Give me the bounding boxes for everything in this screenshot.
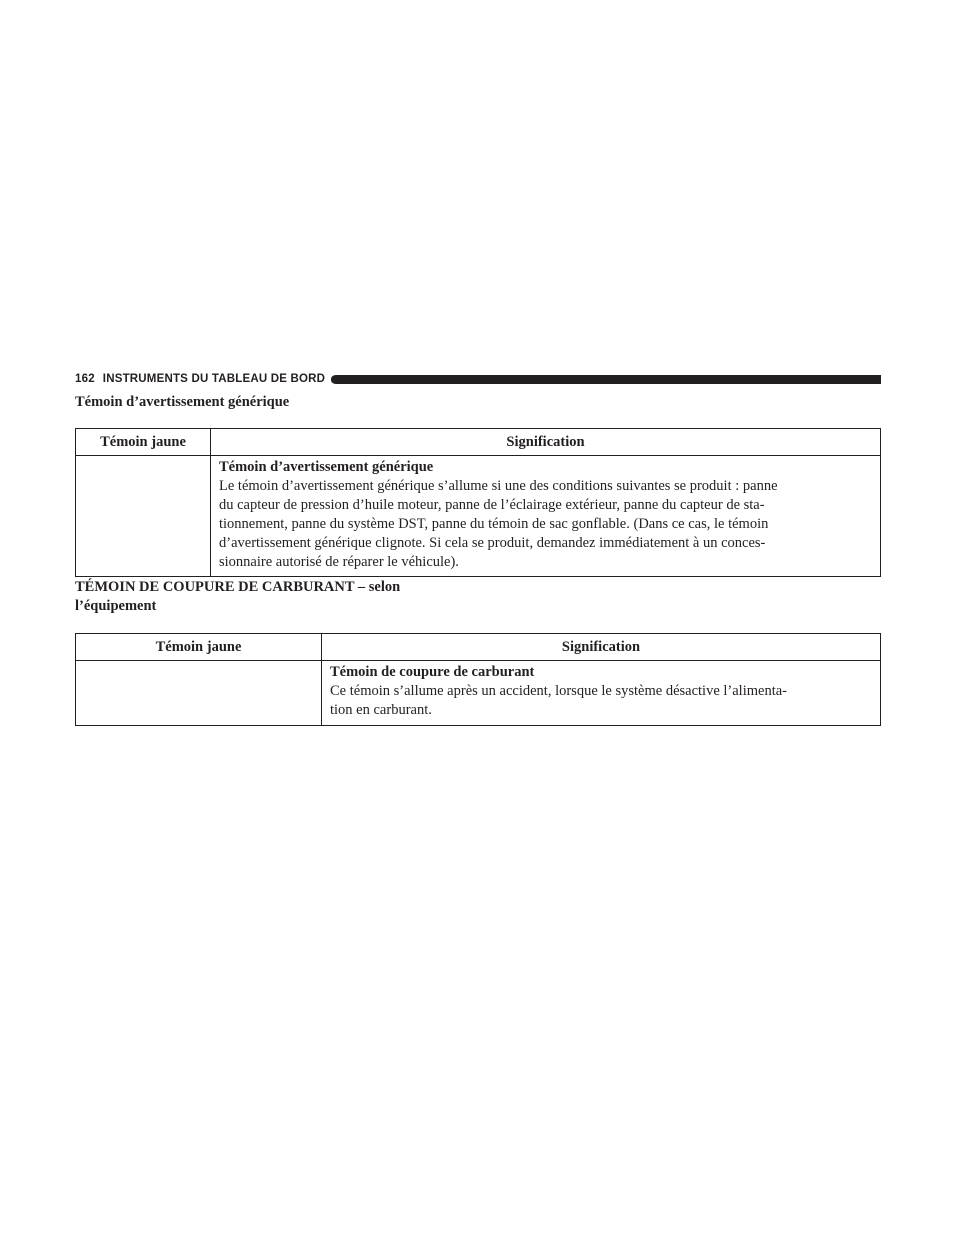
heading-line: l’équipement [75, 598, 157, 614]
meaning-title: Témoin d’avertissement générique [219, 459, 434, 475]
page-number: 162 [75, 373, 95, 385]
table-row [76, 661, 881, 726]
fuel-cutoff-table [75, 633, 881, 726]
meaning-cell [211, 456, 881, 577]
column-header-meaning: Signification [322, 634, 881, 661]
meaning-cell [322, 661, 881, 726]
warning-light-icon-cell [76, 661, 322, 726]
meaning-line: Ce témoin s’allume après un accident, lorsque le système désactive l’alimenta- [330, 683, 787, 699]
table-header-row [76, 634, 881, 661]
column-header-meaning: Signification [211, 429, 881, 456]
heading-line: TÉMOIN DE COUPURE DE CARBURANT – selon [75, 579, 401, 595]
page-header [75, 371, 881, 387]
meaning-line: d’avertissement générique clignote. Si cela se produit, demandez immédiatement à un conces- [219, 535, 766, 551]
meaning-line: Le témoin d’avertissement générique s’allume si une des conditions suivantes se produit : panne [219, 478, 778, 494]
warning-light-icon-cell [76, 456, 211, 577]
generic-warning-table [75, 428, 881, 577]
table-row [76, 456, 881, 577]
fuel-cutoff-heading [75, 578, 495, 616]
header-rule [331, 375, 881, 384]
column-header-yellow-light: Témoin jaune [76, 429, 211, 456]
table-header-row [76, 429, 881, 456]
meaning-line: sionnaire autorisé de réparer le véhicule). [219, 554, 459, 570]
section-title: INSTRUMENTS DU TABLEAU DE BORD [102, 373, 326, 385]
column-header-yellow-light: Témoin jaune [76, 634, 322, 661]
meaning-line: tionnement, panne du système DST, panne du témoin de sac gonflable. (Dans ce cas, le témoin [219, 516, 769, 532]
meaning-line: tion en carburant. [330, 702, 432, 718]
generic-warning-heading: Témoin d’avertissement générique [75, 394, 290, 410]
meaning-line: du capteur de pression d’huile moteur, panne de l’éclairage extérieur, panne du capteur de sta- [219, 497, 765, 513]
meaning-title: Témoin de coupure de carburant [330, 664, 535, 680]
